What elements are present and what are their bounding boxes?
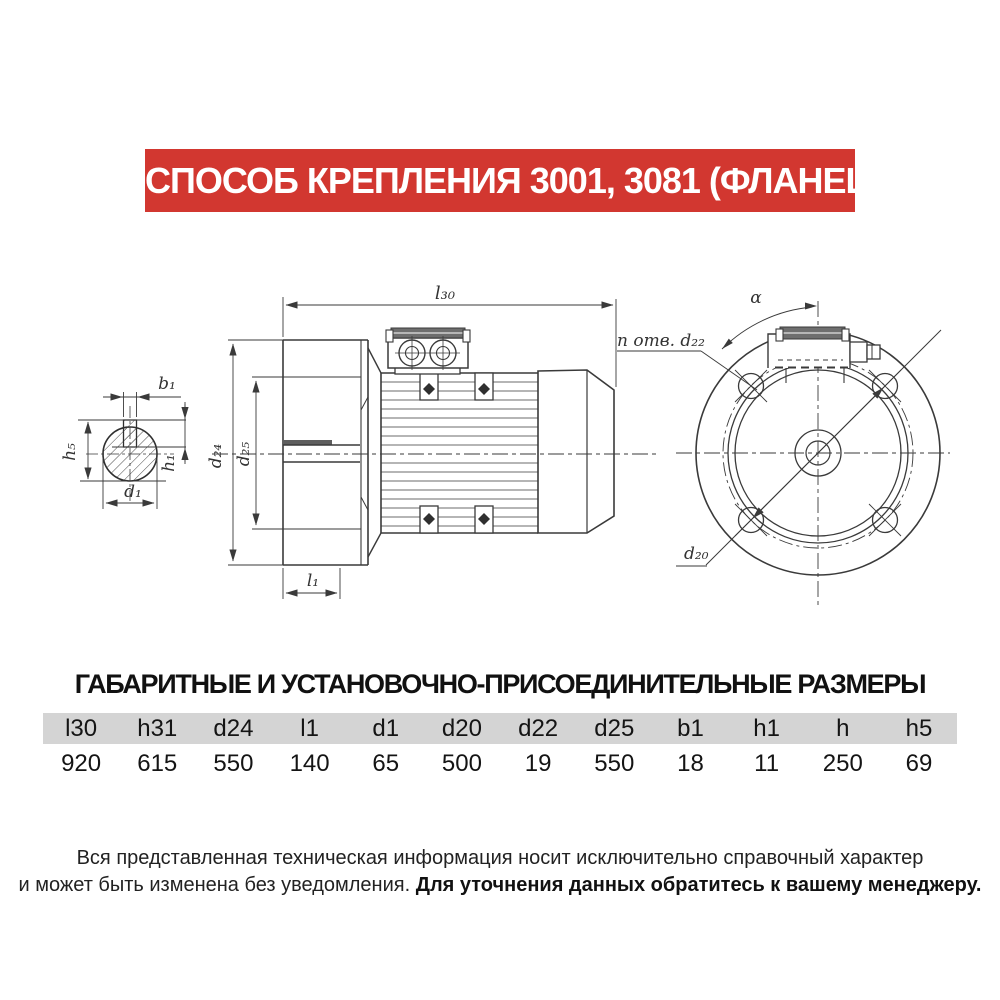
dim-label-alpha: α [750,288,762,308]
value-d22: 19 [524,750,552,777]
value-l30: 920 [61,750,102,777]
value-l1: 140 [289,750,330,777]
value-h31: 615 [137,750,178,777]
value-d20: 500 [441,750,482,777]
col-header-d24: d24 [213,715,254,742]
section-title: ГАБАРИТНЫЕ И УСТАНОВОЧНО-ПРИСОЕДИНИТЕЛЬНЫЕ РАЗМЕРЫ [74,669,926,699]
dim-label-l30: l₃₀ [434,283,456,304]
col-header-h5: h5 [905,715,933,742]
dim-label-n-holes-d22: n отв. d₂₂ [617,331,705,351]
table-values-row [43,744,957,778]
col-header-d1: d1 [372,715,400,742]
dim-label-l1: l₁ [306,571,320,591]
dim-label-d20: d₂₀ [684,544,709,564]
col-header-l30: l30 [65,715,98,742]
disclaimer-line1: Вся представленная техническая информация носит исключительно справочный характер [76,847,924,869]
table-header-row [43,713,957,744]
col-header-d22: d22 [518,715,559,742]
dimensions-table [43,713,957,778]
dim-label-d1: d₁ [124,482,142,502]
col-header-d20: d20 [441,715,482,742]
col-header-h1: h1 [753,715,780,742]
value-h1: 11 [754,750,780,777]
value-h5: 69 [905,750,933,777]
dim-label-h5: h₅ [60,443,80,461]
value-d25: 550 [594,750,635,777]
dim-label-d25: d₂₅ [234,441,254,467]
col-header-b1: b1 [677,715,704,742]
value-h: 250 [822,750,863,777]
value-d1: 65 [372,750,400,777]
banner-title: СПОСОБ КРЕПЛЕНИЯ 3001, 3081 (ФЛАНЕЦ) [145,160,882,201]
disclaimer-line2: и может быть изменена без уведомления. [18,874,416,896]
col-header-d25: d25 [594,715,635,742]
value-d24: 550 [213,750,254,777]
dim-label-d24: d₂₄ [206,443,226,469]
col-header-h31: h31 [137,715,178,742]
disclaimer [0,845,1000,899]
value-b1: 18 [677,750,704,777]
dim-label-h1: h₁ [159,454,179,472]
col-header-h: h [836,715,850,742]
motor-side-view [212,297,660,599]
dim-label-b1: b₁ [158,374,176,394]
col-header-l1: l1 [300,715,319,742]
disclaimer-line2-bold: Для уточнения данных обратитесь к вашему менеджеру. [415,874,982,896]
